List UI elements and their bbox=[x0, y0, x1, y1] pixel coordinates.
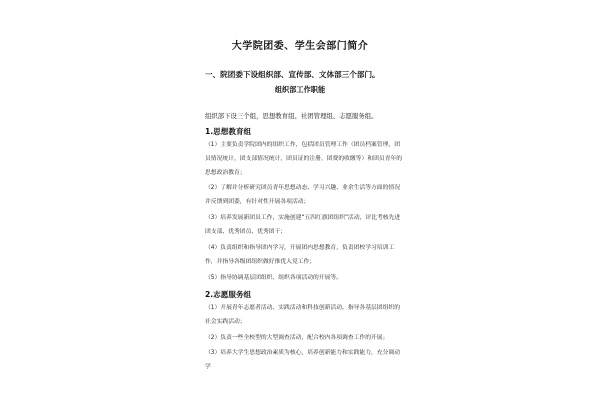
list-item: （4）负责组织和指导团内学习，开展团内思想教育，负责团校学习培训工作，并指导各级团组织做好推优入党工作； bbox=[205, 245, 395, 265]
list-item: （5）指导协调基层团组织、组织各项活动的开展等。 bbox=[205, 275, 343, 281]
sub-title: 组织部工作职能 bbox=[274, 85, 326, 94]
document-title: 大学院团委、学生会部门简介 bbox=[231, 41, 369, 52]
list-item: （3）培养大学生思想政治素质为核心，培养创新能力和实践能力，充分调动学 bbox=[205, 350, 400, 370]
list-item: （2）负责一些全校型的大型调查活动，配合校内各项调查工作的开展； bbox=[205, 335, 389, 341]
list-item: （3）培养发展新团员工作，实施创建“五四红旗团组织”活动，评比考核先进团支部、优秀团员、优秀团干； bbox=[205, 215, 401, 235]
list-item: （2）了解并分析研究团员青年思想动态、学习兴趣、业余生活等方面的情况并反馈到团委，有针对性开展各项活动； bbox=[205, 185, 400, 205]
group-heading-thought-education: 1.思想教育组 bbox=[205, 127, 252, 136]
list-item: （1）开展青年志愿者活动、实践活动和科技创新活动，指导各基层团组织的社会实践活动； bbox=[205, 305, 400, 325]
list-item: （1）主要负责学院团内的组织工作，包括团员管理工作（团员档案管理，团员情况统计，团支部情况统计，团员证的注册，团费的收缴等）和团员青年的思想政治教育； bbox=[205, 142, 403, 176]
section-heading: 一、院团委下设组织部、宣传部、文体部三个部门。 bbox=[205, 70, 380, 79]
group-heading-volunteer-service: 2.志愿服务组 bbox=[205, 290, 252, 299]
intro-paragraph: 组织部下设三个组，思想教育组、社团管理组、志愿服务组。 bbox=[205, 112, 378, 120]
